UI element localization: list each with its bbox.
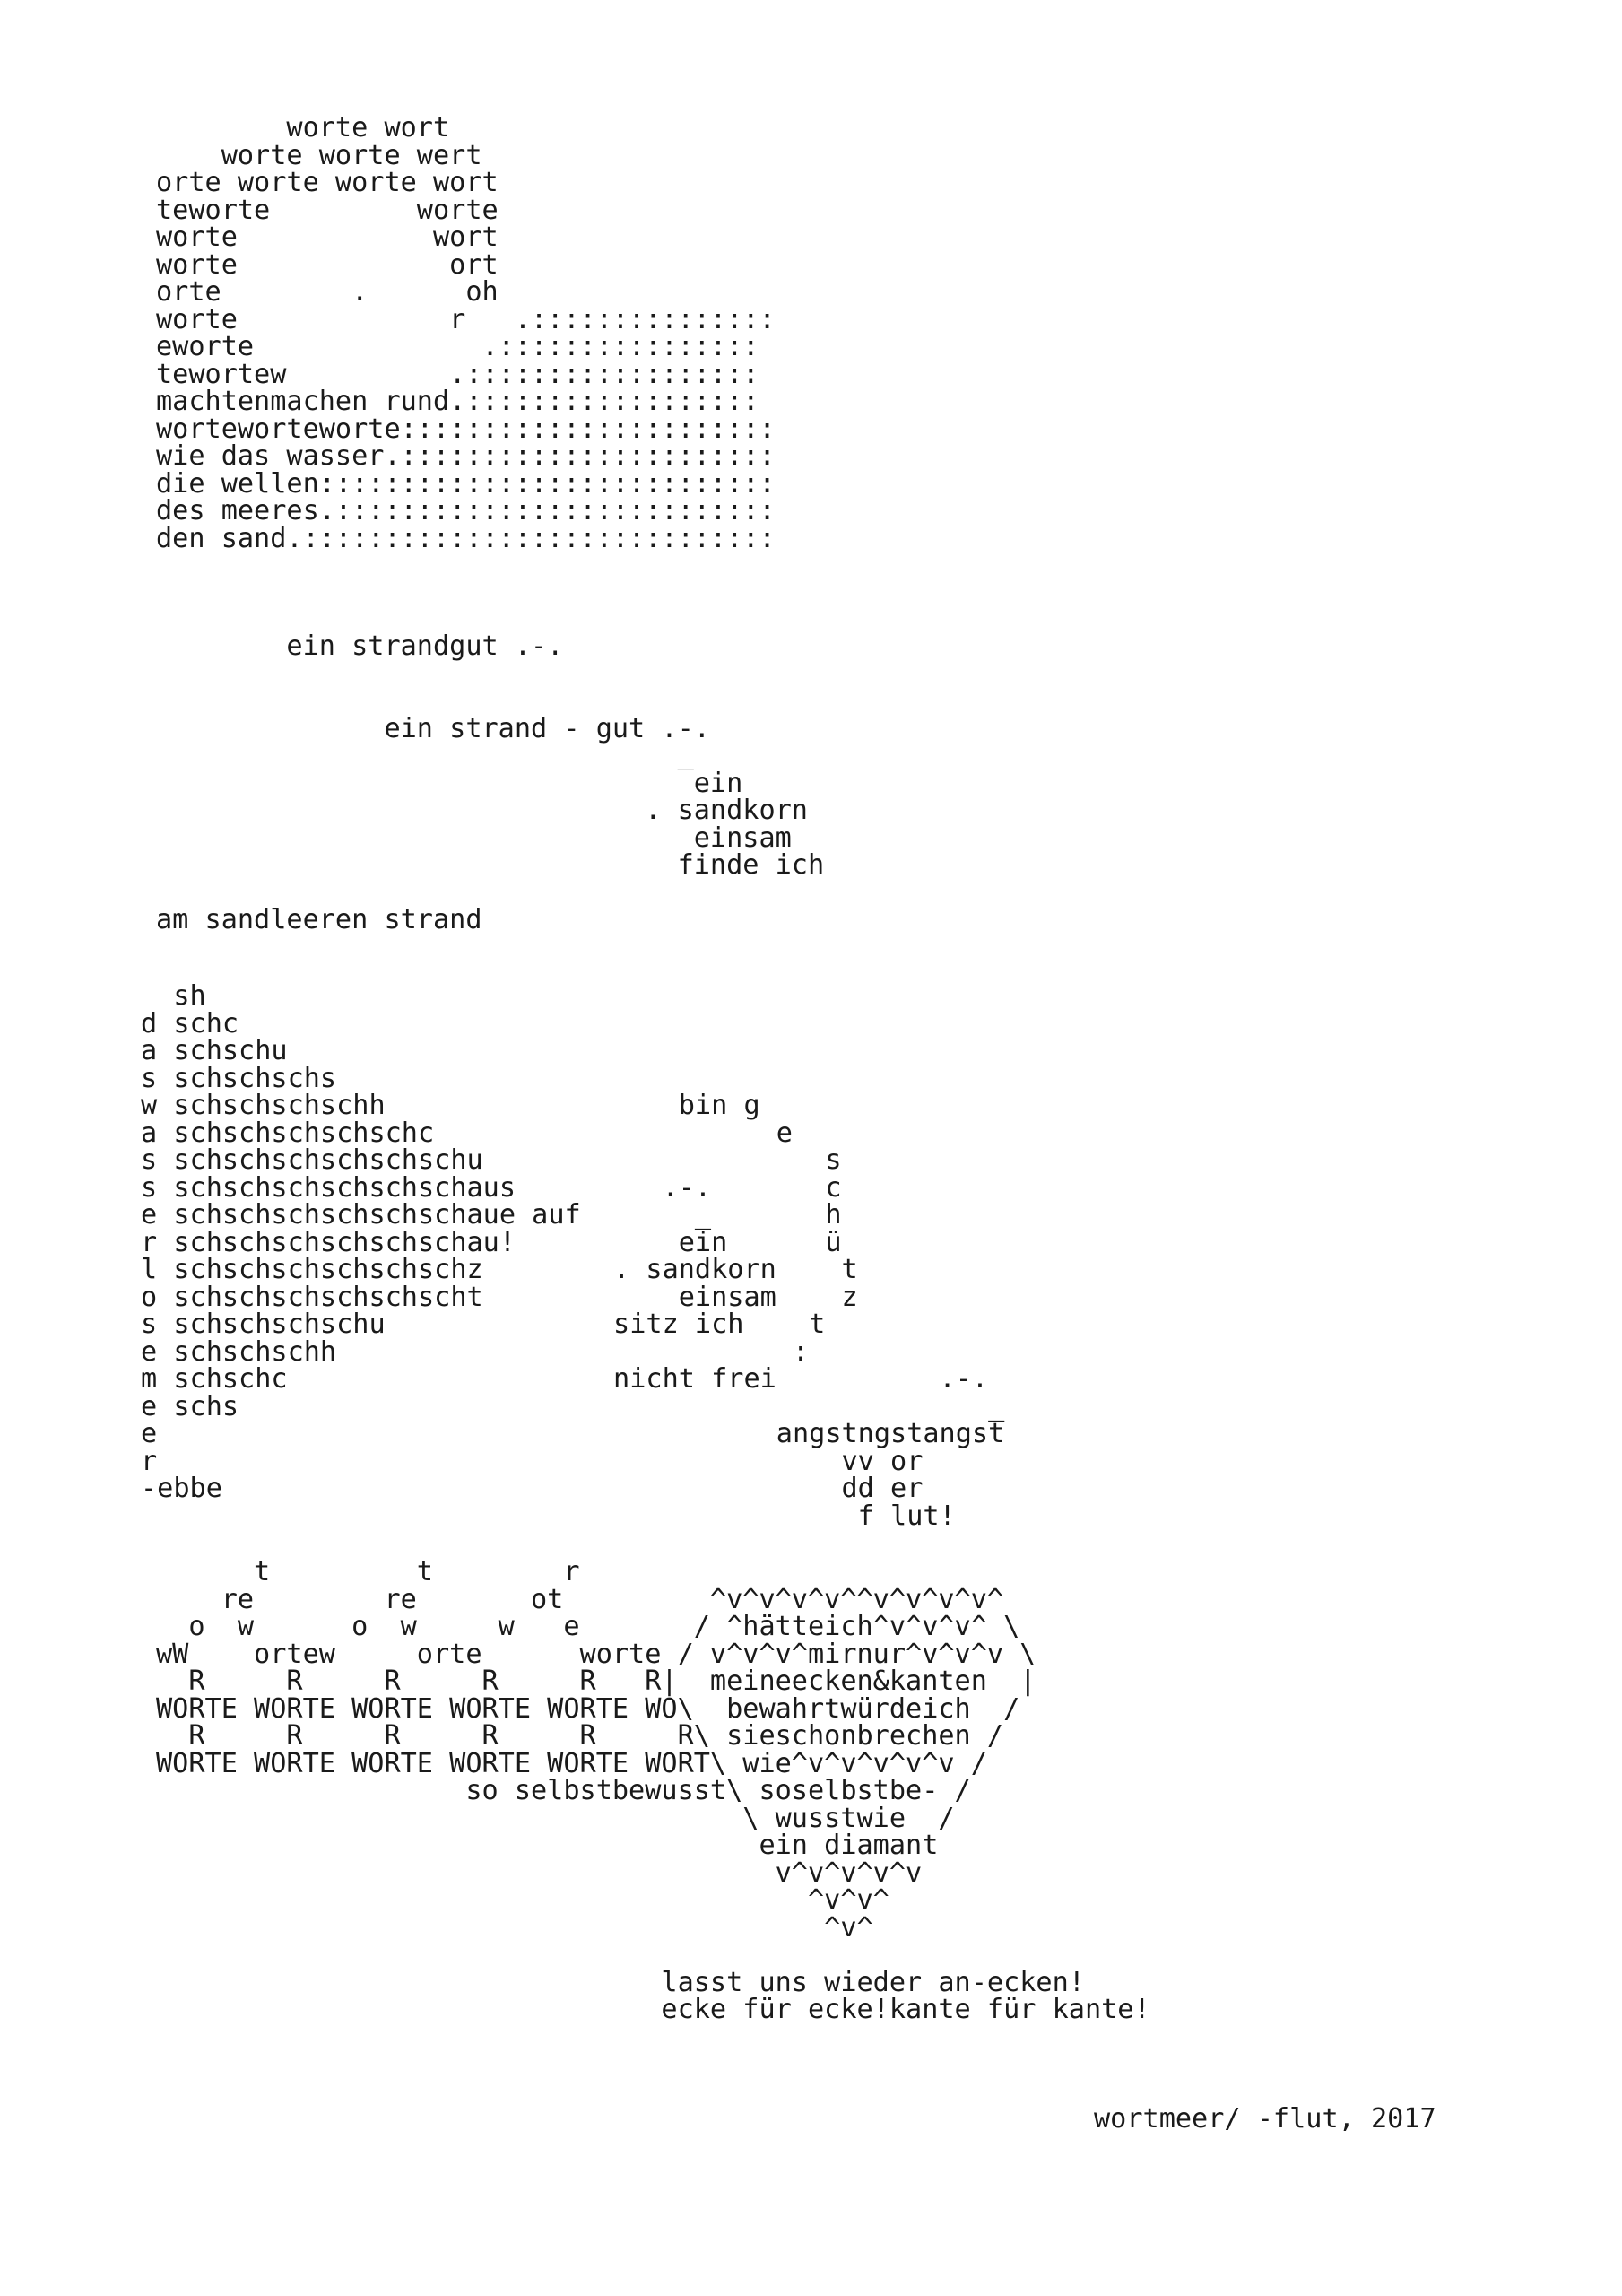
poem-section-wasserschloss: sh d schc a schschu s schschschs w schschschschh bin g a schschschschschc e s schschschschschschu s s schschschschschschaus .-. c e schschschschschschaue auf _ h r schschschschschschau! ein ü l schschschschschschz . sandkorn t o schschschschschscht einsam z s schschschschu sitz ich t e schschschh : m schschc nicht frei .-. e schs _ e angstngstangst r vv or -ebbe dd er f lut!: [141, 980, 1005, 1532]
poem-section-strandgut: ein strandgut .-. ein strand - gut .-. _ ein . sandkorn einsam finde ich am sandleeren strand: [156, 631, 825, 935]
poem-section-diamant: t t r re re ot ^v^v^v^v^^v^v^v^v^ o w o w w e / ^hätteich^v^v^v^ \ wW ortew orte worte / v^v^v^mirnur^v^v^v \ R R R R R R| meineecken&kanten | WORTE WORTE WORTE WORTE WORTE WO\ bewahrtwürdeich / R R R R R R\ sieschonbrechen / WORTE WORTE WORTE WORTE WORTE WORT\ wie^v^v^v^v^v / so selbstbewusst\ soselbstbe- / \ wusstwie / ein diamant v^v^v^v^v ^v^v^ ^v^ lasst uns wieder an-ecken! ecke für ecke!kante für kante!: [156, 1556, 1150, 2025]
poem-signature: wortmeer/ -flut, 2017: [1094, 2103, 1436, 2135]
poem-section-wortmeer: worte wort worte worte wert orte worte worte wort teworte worte worte wort worte ort orte . oh worte r .::::::::::::::: eworte .:::::::::::::::: tewortew .:::::::::::::::::: machtenmachen rund.:::::::::::::::::: worteworteworte::::::::::::::::::::::: wie das wasser.::::::::::::::::::::::: die wellen:::::::::::::::::::::::::::: des meeres.::::::::::::::::::::::::::: den sand.:::::::::::::::::::::::::::::: [156, 112, 776, 554]
